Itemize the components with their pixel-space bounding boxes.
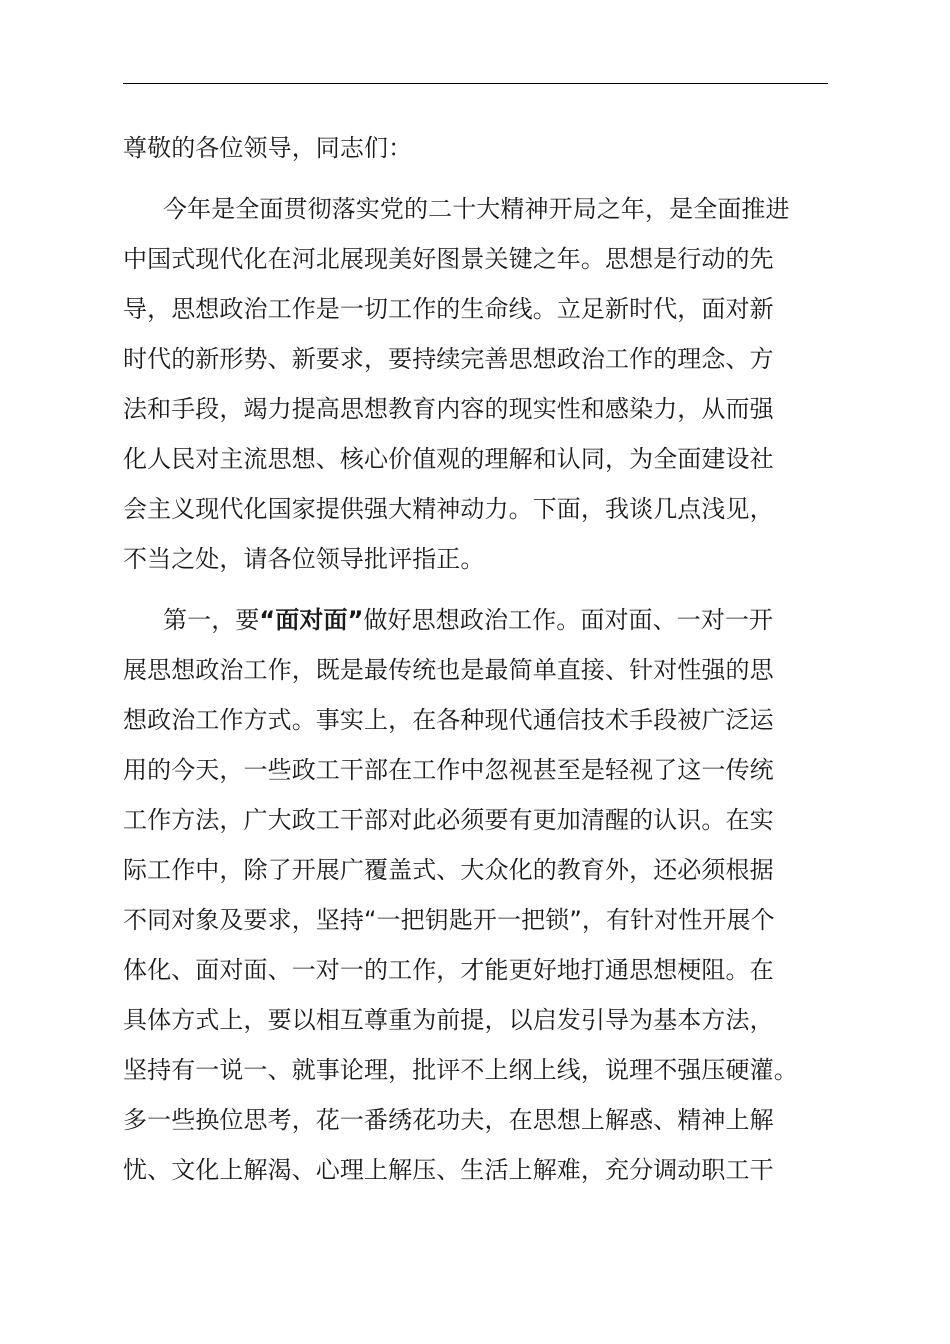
paragraph-line: 忧、文化上解渴、心理上解压、生活上解难，充分调动职工干 <box>123 1156 774 1184</box>
paragraph-line: 多一些换位思考，花一番绣花功夫，在思想上解惑、精神上解 <box>123 1106 774 1134</box>
paragraph-line: 工作方法，广大政工干部对此必须要有更加清醒的认识。在实 <box>123 806 774 834</box>
paragraph-line: 法和手段，竭力提高思想教育内容的现实性和感染力，从而强 <box>123 395 774 423</box>
paragraph-suffix: 做好思想政治工作。面对面、一对一开 <box>363 606 774 634</box>
document-body <box>123 123 833 1195</box>
paragraph-line: 具体方式上，要以相互尊重为前提，以启发引导为基本方法， <box>123 1006 774 1034</box>
paragraph-line: 不同对象及要求，坚持“一把钥匙开一把锁”，有针对性开展个 <box>123 906 775 934</box>
paragraph-line: 会主义现代化国家提供强大精神动力。下面，我谈几点浅见， <box>123 495 774 523</box>
paragraph-prefix: 第一，要 <box>163 606 260 634</box>
paragraph-line: 坚持有一说一、就事论理，批评不上纲上线，说理不强压硬灌。 <box>123 1056 798 1084</box>
paragraph-line: 用的今天，一些政工干部在工作中忽视甚至是轻视了这一传统 <box>123 756 774 784</box>
paragraph-line: 时代的新形势、新要求，要持续完善思想政治工作的理念、方 <box>123 345 774 373</box>
paragraph-2 <box>123 595 833 1195</box>
paragraph-line: 想政治工作方式。事实上，在各种现代通信技术手段被广泛运 <box>123 706 774 734</box>
paragraph-line: 中国式现代化在河北展现美好图景关键之年。思想是行动的先 <box>123 245 774 273</box>
paragraph-line: 不当之处，请各位领导批评指正。 <box>123 545 485 573</box>
paragraph-line: 际工作中，除了开展广覆盖式、大众化的教育外，还必须根据 <box>123 856 774 884</box>
paragraph-line: 导，思想政治工作是一切工作的生命线。立足新时代，面对新 <box>123 295 774 323</box>
paragraph-1 <box>123 184 833 584</box>
salutation: 尊敬的各位领导，同志们： <box>123 134 413 162</box>
paragraph-line: 化人民对主流思想、核心价值观的理解和认同，为全面建设社 <box>123 445 774 473</box>
paragraph-line: 今年是全面贯彻落实党的二十大精神开局之年，是全面推进 <box>163 195 790 223</box>
paragraph-line: 展思想政治工作，既是最传统也是最简单直接、针对性强的思 <box>123 656 774 684</box>
paragraph-first-line <box>123 595 833 645</box>
header-rule <box>123 83 828 84</box>
paragraph-line: 体化、面对面、一对一的工作，才能更好地打通思想梗阻。在 <box>123 956 774 984</box>
paragraph-bold-phrase: “面对面” <box>259 606 364 634</box>
